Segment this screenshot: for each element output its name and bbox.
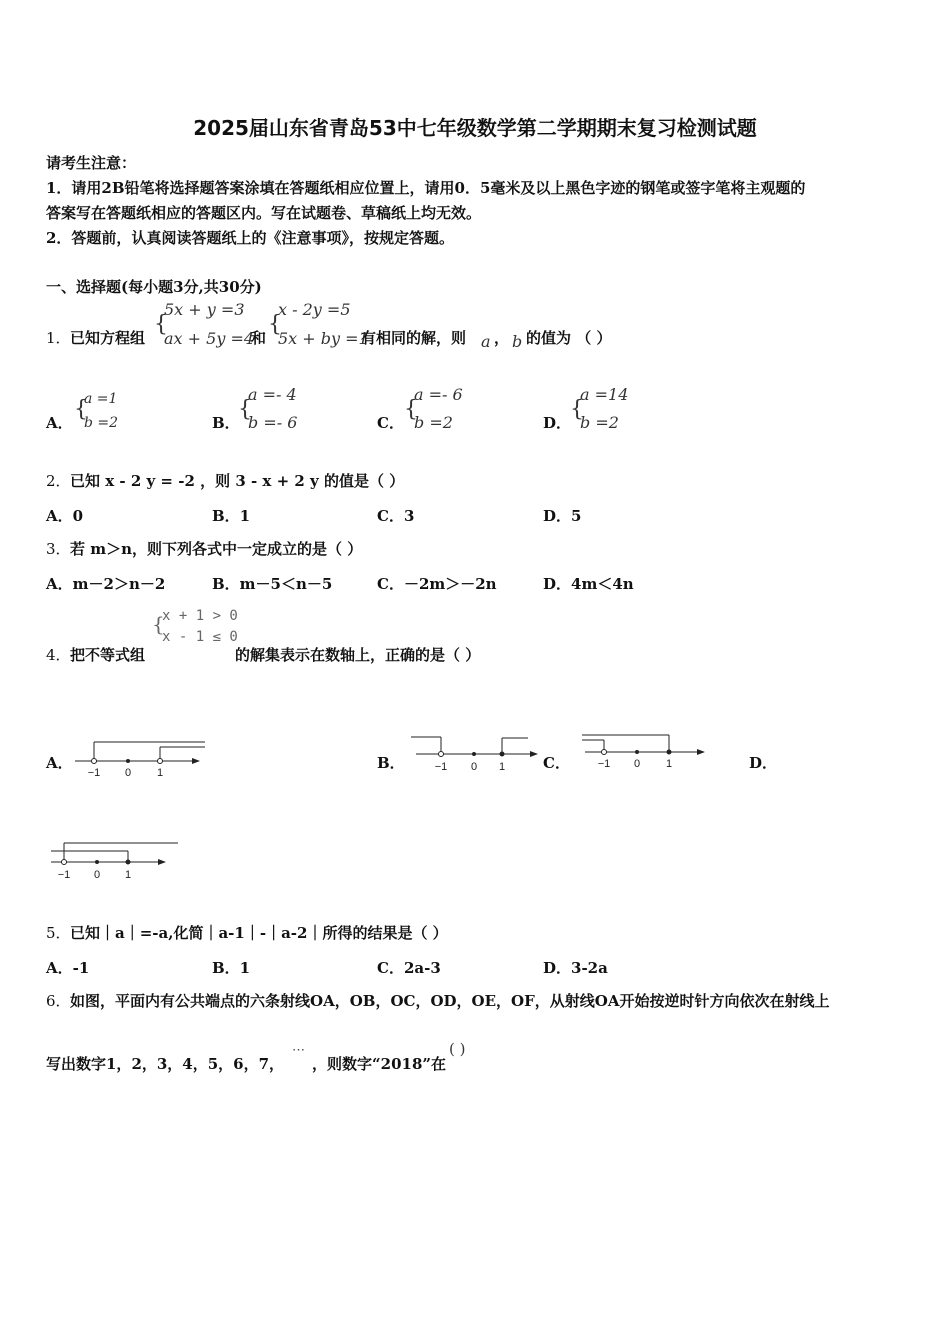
q4-brace: { xyxy=(152,612,165,636)
q4-option-a-number-line xyxy=(70,736,215,782)
q1-system2-line1: x - 2y =5 xyxy=(278,300,351,319)
q4-option-b-number-line xyxy=(408,732,542,778)
q1-option-c-line1: a =- 6 xyxy=(414,385,463,404)
q1-option-c-brace: { xyxy=(404,397,418,422)
q6-dots: ⋯ xyxy=(292,1043,305,1058)
q4d-tick-neg1: −1 xyxy=(57,869,71,881)
q4a-tick-1: 1 xyxy=(156,767,164,779)
notice-heading: 请考生注意： xyxy=(46,154,137,172)
q1-post: 有相同的解，则 xyxy=(361,329,467,347)
q2-option-c[interactable]: C．3 xyxy=(377,507,415,525)
q3-option-b[interactable]: B．m－5＜n－5 xyxy=(212,575,333,593)
q1-option-d-line1: a =14 xyxy=(580,385,629,404)
q2-option-a[interactable]: A．0 xyxy=(46,507,84,525)
q3-text: 若 m＞n，则下列各式中一定成立的是（ ） xyxy=(70,540,363,558)
q4-post: 的解集表示在数轴上，正确的是（ ） xyxy=(235,646,481,664)
q1-option-d-brace: { xyxy=(570,397,584,422)
q1-option-b-line1: a =- 4 xyxy=(248,385,297,404)
q5-option-d[interactable]: D．3-2a xyxy=(543,959,608,977)
q2-option-d[interactable]: D．5 xyxy=(543,507,582,525)
q1-option-b-line2: b =- 6 xyxy=(248,413,298,432)
q4-prefix: 把不等式组 xyxy=(70,646,146,664)
q1-option-b-label[interactable]: B． xyxy=(212,414,240,432)
q2-option-b[interactable]: B．1 xyxy=(212,507,251,525)
q3-option-d[interactable]: D．4m＜4n xyxy=(543,575,634,593)
page-title: 2025届山东省青岛53中七年级数学第二学期期末复习检测试题 xyxy=(193,116,757,140)
q1-option-a-line1: a =1 xyxy=(84,391,118,407)
q4-option-d-label[interactable]: D． xyxy=(749,754,778,772)
q1-var-a: a xyxy=(481,332,491,351)
notice-line-2: 2．答题前，认真阅读答题纸上的《注意事项》，按规定答题。 xyxy=(46,229,454,247)
q5-text: 已知｜a｜=-a,化简｜a-1｜-｜a-2｜所得的结果是（ ） xyxy=(70,924,448,942)
q6-line1: 如图，平面内有公共端点的六条射线OA，OB，OC，OD，OE，OF，从射线OA开始按逆时针方向依次在射线上 xyxy=(70,992,830,1010)
q1-system1-line2: ax + 5y =4 xyxy=(164,329,255,348)
q5-option-a[interactable]: A．-1 xyxy=(46,959,90,977)
q1-system1-line1: 5x + y =3 xyxy=(164,300,245,319)
q4-option-c-number-line xyxy=(577,730,711,776)
q5-number: 5． xyxy=(46,924,71,942)
q5-option-c[interactable]: C．2a-3 xyxy=(377,959,441,977)
notice-line-1a: 1．请用2B铅笔将选择题答案涂填在答题纸相应位置上，请用0．5毫米及以上黑色字迹的钢笔或签字笔将主观题的 xyxy=(46,179,806,197)
q1-prefix: 已知方程组 xyxy=(70,329,146,347)
q4-system-line2: x - 1 ≤ 0 xyxy=(162,629,238,645)
q4b-tick-neg1: −1 xyxy=(434,761,448,773)
q4-number: 4． xyxy=(46,646,71,664)
q4b-tick-1: 1 xyxy=(498,761,506,773)
q1-and: 和 xyxy=(251,329,267,347)
q1-option-c-line2: b =2 xyxy=(414,413,453,432)
q1-number: 1． xyxy=(46,329,71,347)
q2-text: 已知 x - 2 y = -2 ，则 3 - x + 2 y 的值是（ ） xyxy=(70,472,405,490)
q6-number: 6． xyxy=(46,992,71,1010)
q1-var-b: b xyxy=(512,332,523,351)
q1-comma: ， xyxy=(494,329,510,347)
q4-option-d-number-line xyxy=(48,838,184,884)
q1-tail: 的值为 （ ） xyxy=(526,329,612,347)
q3-number: 3． xyxy=(46,540,71,558)
q4d-tick-0: 0 xyxy=(93,869,101,881)
q1-option-d-label[interactable]: D． xyxy=(543,414,572,432)
q1-brace-2: { xyxy=(268,312,282,337)
q4c-tick-neg1: −1 xyxy=(597,758,611,770)
q1-system2-line2: 5x + by =1 xyxy=(278,329,369,348)
q1-option-a-label[interactable]: A． xyxy=(46,414,73,432)
q1-option-b-brace: { xyxy=(238,397,252,422)
notice-line-1b: 答案写在答题纸相应的答题区内。写在试题卷、草稿纸上均无效。 xyxy=(46,204,482,222)
q5-option-b[interactable]: B．1 xyxy=(212,959,251,977)
q4c-tick-1: 1 xyxy=(665,758,673,770)
q3-option-c[interactable]: C．－2m＞－2n xyxy=(377,575,497,593)
q3-option-a[interactable]: A．m－2＞n－2 xyxy=(46,575,166,593)
q4-option-c-label[interactable]: C． xyxy=(543,754,570,772)
q1-option-a-brace: { xyxy=(74,397,88,422)
q6-answer-paren: ( ) xyxy=(449,1040,466,1058)
q4d-tick-1: 1 xyxy=(124,869,132,881)
q2-number: 2． xyxy=(46,472,71,490)
q6-line2a: 写出数字1，2，3，4，5，6，7， xyxy=(46,1055,285,1073)
q4-option-b-label[interactable]: B． xyxy=(377,754,405,772)
q4b-tick-0: 0 xyxy=(470,761,478,773)
section-heading: 一、选择题(每小题3分,共30分) xyxy=(46,278,262,296)
q1-brace-1: { xyxy=(154,312,168,337)
q4c-tick-0: 0 xyxy=(633,758,641,770)
q1-option-c-label[interactable]: C． xyxy=(377,414,404,432)
q1-option-d-line2: b =2 xyxy=(580,413,619,432)
q1-option-a-line2: b =2 xyxy=(84,415,119,431)
q4a-tick-0: 0 xyxy=(124,767,132,779)
q4-system-line1: x + 1 > 0 xyxy=(162,608,238,624)
q4a-tick-neg1: −1 xyxy=(87,767,101,779)
q4-option-a-label[interactable]: A． xyxy=(46,754,73,772)
q6-line2b: ，则数字“2018”在 xyxy=(312,1055,447,1073)
